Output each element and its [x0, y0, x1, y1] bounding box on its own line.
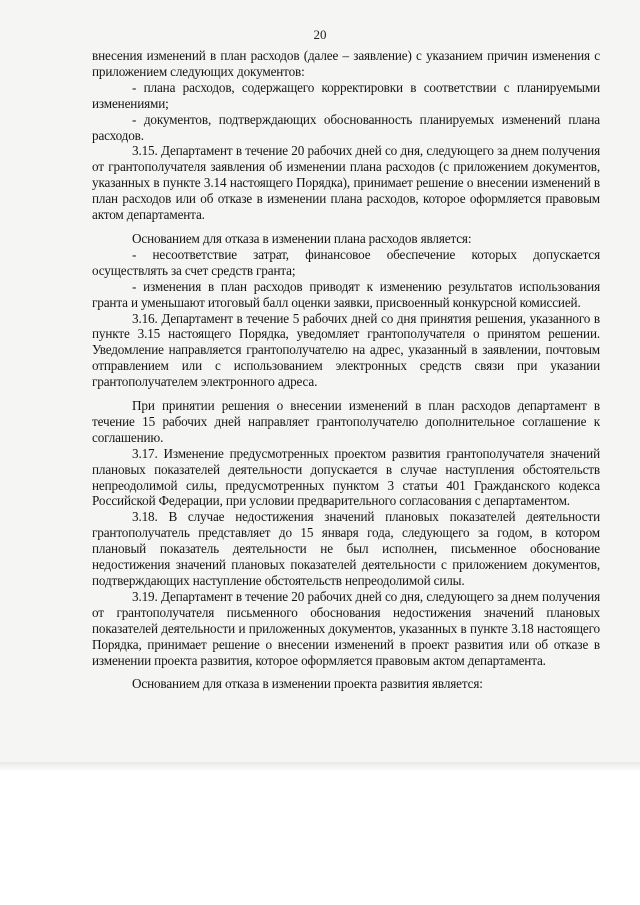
paragraph: Основанием для отказа в изменении проекта развития является:: [132, 676, 483, 692]
paragraph: 3.16. Департамент в течение 5 рабочих дней со дня принятия решения, указанного в пункте 3.15 настоящего Порядка, уведомляет грантополучателя о принятом решении. Уведомление направляется грантополучателю на адрес, указанный в заявлении, почтовым отправлением или с использованием электронных средств связи при указании грантополучателем электронного адреса.: [92, 310, 600, 390]
page-number: 20: [313, 27, 327, 42]
paragraph: При принятии решения о внесении изменений в план расходов департамент в течение 15 рабочих дней направляет грантополучателю дополнительное соглашение к соглашению.: [92, 398, 600, 445]
paragraph: 3.18. В случае недостижения значений плановых показателей деятельности грантополучатель представляет до 15 января года, следующего за годом, в котором плановый показатель деятельности не был исполнен, письменное обоснование недостижения значений плановых показателей деятельности с приложением документов, подтверждающих наступление обстоятельств непреодолимой силы.: [92, 509, 600, 588]
paragraph: Основанием для отказа в изменении плана расходов является:: [132, 230, 472, 246]
paragraph: - плана расходов, содержащего корректировки в соответствии с планируемыми изменениями;: [92, 79, 600, 111]
paragraph: 3.19. Департамент в течение 20 рабочих дней со дня, следующего за днем получения от грантополучателя письменного обоснования недостижения значений плановых показателей деятельности и приложенных документов, указанных в пункте 3.18 настоящего Порядка, принимает решение о внесении изменений в проект развития или об отказе в изменении проекта развития, которое оформляется правовым актом департамента.: [92, 588, 600, 668]
document-body: [92, 48, 600, 692]
paragraph: 3.17. Изменение предусмотренных проектом развития грантополучателя значений плановых показателей деятельности допускается в случае наступления обстоятельств непреодолимой силы, предусмотренных пунктом 3 статьи 401 Гражданского кодекса Российской Федерации, при условии предварительного согласования с департаментом.: [92, 445, 600, 509]
paragraph: - изменения в план расходов приводят к изменению результатов использования гранта и уменьшают итоговый балл оценки заявки, присвоенный конкурсной комиссией.: [92, 278, 600, 310]
paragraph: 3.15. Департамент в течение 20 рабочих дней со дня, следующего за днем получения от грантополучателя заявления об изменении плана расходов (с приложением документов, указанных в пункте 3.14 настоящего Порядка), принимает решение о внесении изменений в план расходов или об отказе в изменении плана расходов, которое оформляется правовым актом департамента.: [92, 143, 600, 223]
paragraph: - документов, подтверждающих обоснованность планируемых изменений плана расходов.: [92, 111, 600, 143]
page-shadow: [0, 762, 640, 772]
paragraph: внесения изменений в план расходов (далее – заявление) с указанием причин изменения с приложением следующих документов:: [92, 48, 600, 79]
paragraph: - несоответствие затрат, финансовое обеспечение которых допускается осуществлять за счет средств гранта;: [92, 246, 600, 278]
